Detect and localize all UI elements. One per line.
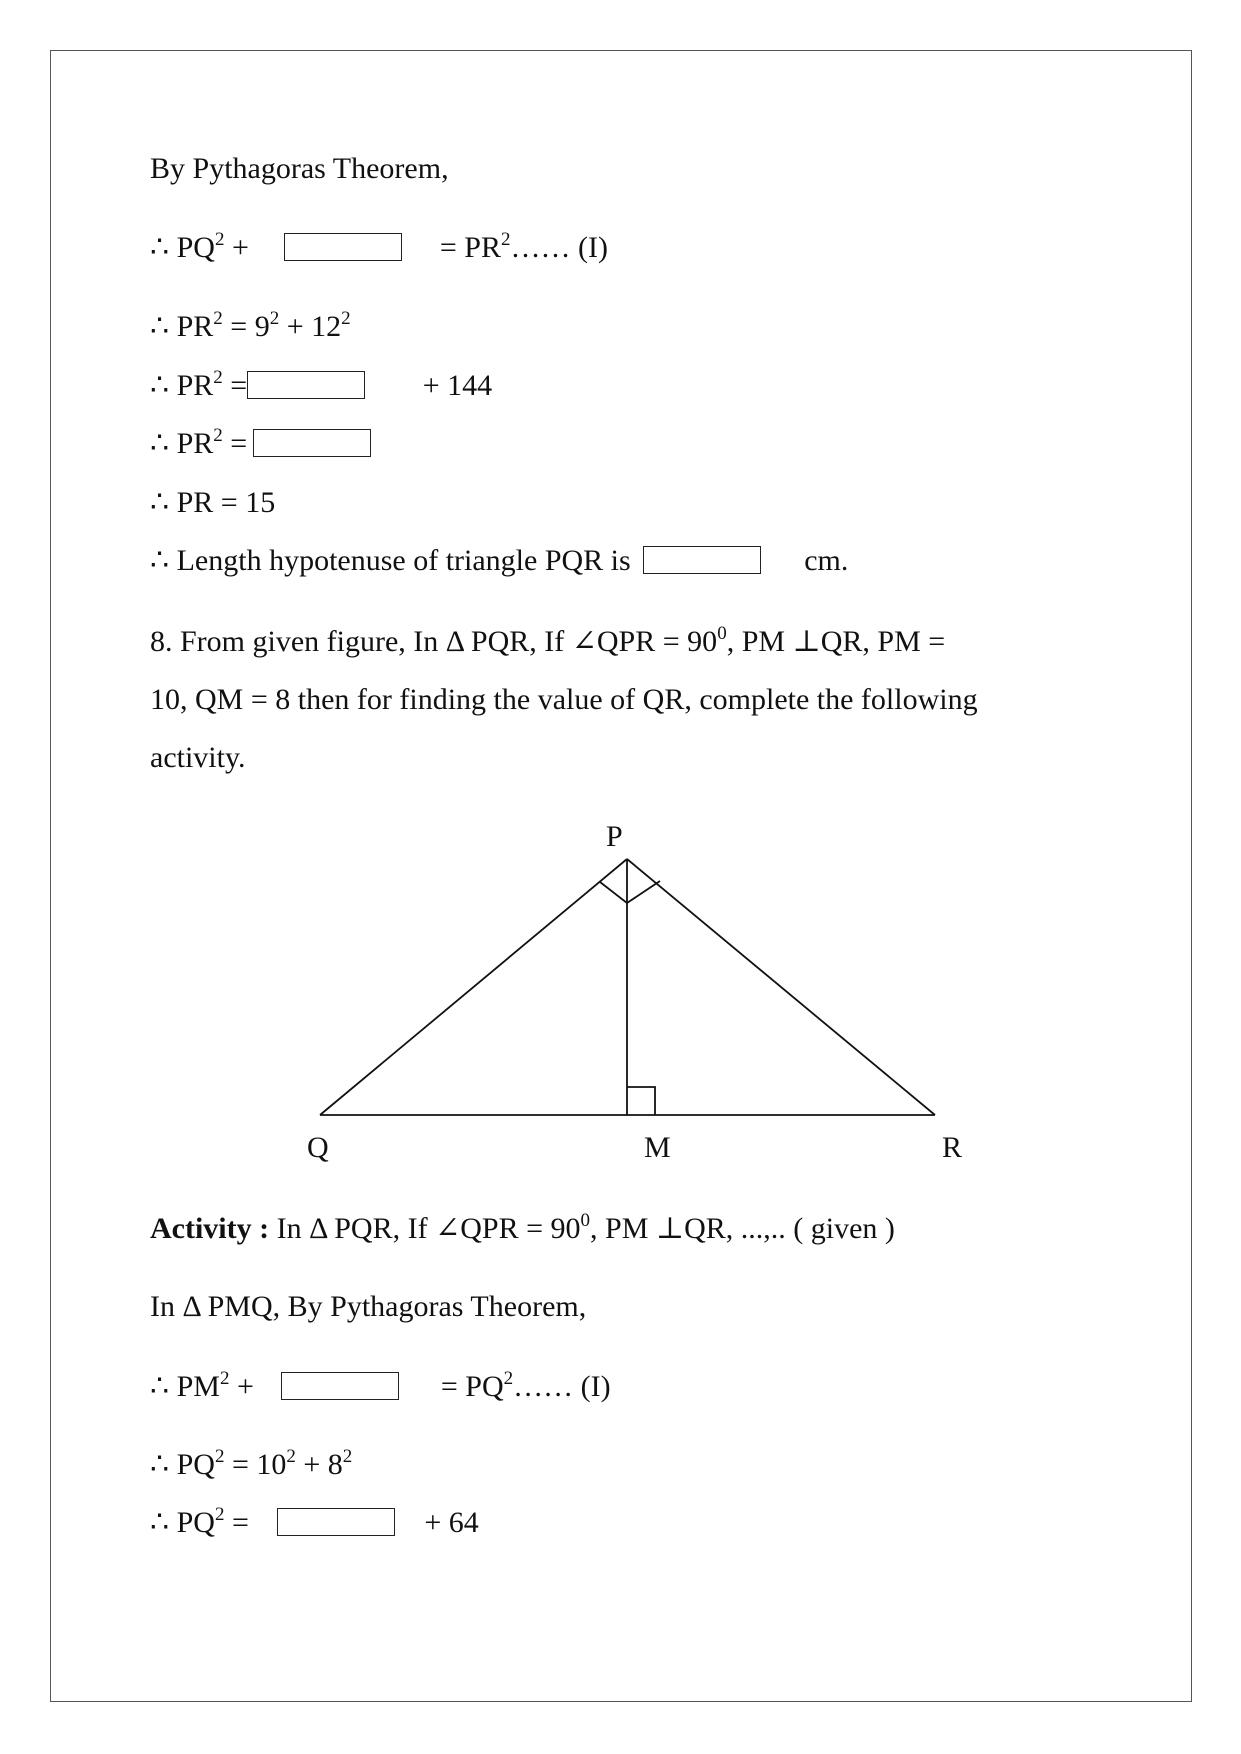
question8-line3: activity. (150, 741, 246, 774)
side-pr (627, 859, 935, 1115)
activity-line2: In Δ PMQ, By Pythagoras Theorem, (150, 1290, 587, 1323)
activity-heading: Activity : (150, 1212, 270, 1245)
equation-pr-blank-plus-144: ∴ $PR^2$ = + 144 (150, 367, 493, 402)
vertex-label-r: R (942, 1131, 963, 1164)
right-angle-mark-m (627, 1087, 655, 1115)
equation-pq-plus-blank: ∴ $PQ^2$ + = $PR^2\dots\dots$ (I) (150, 229, 608, 264)
answer-blank-5[interactable] (281, 1372, 399, 1400)
answer-blank-6[interactable] (277, 1508, 395, 1536)
question8-line1: 8. From given figure, In Δ PQR, If ∠QPR = $90^0$, PM ⊥QR, PM = (150, 623, 946, 658)
equation-pr-squared: ∴ $PR^2 = 9^2 + 12^2$ (150, 308, 351, 343)
intro-text: By Pythagoras Theorem, (150, 152, 449, 185)
side-pq (320, 859, 627, 1115)
vertex-label-m: M (644, 1131, 671, 1164)
vertex-label-p: P (606, 820, 623, 853)
activity-equation-pm-plus-blank: ∴ $PM^2$ + = $PQ^2\dots\dots$ (I) (150, 1368, 611, 1403)
equation-pr-equals-blank: ∴ $PR^2$ = (150, 429, 371, 459)
question8-line2: 10, QM = 8 then for finding the value of QR, complete the following (150, 683, 978, 716)
vertex-label-q: Q (307, 1131, 329, 1164)
right-angle-mark-p (600, 881, 660, 903)
equation-pr-15: ∴ PR = 15 (150, 486, 276, 519)
activity-equation-pq-squared: ∴ $PQ^2 = 10^2 + 8^2$ (150, 1446, 353, 1481)
hypotenuse-statement: ∴ Length hypotenuse of triangle PQR is cm. (150, 544, 849, 577)
activity-line1: Activity : In Δ PQR, If ∠QPR = $90^0$, PM ⊥QR, ...,.. ( given ) (150, 1210, 895, 1245)
activity-equation-pq-blank-plus-64: ∴ $PQ^2$ = + 64 (150, 1504, 479, 1539)
